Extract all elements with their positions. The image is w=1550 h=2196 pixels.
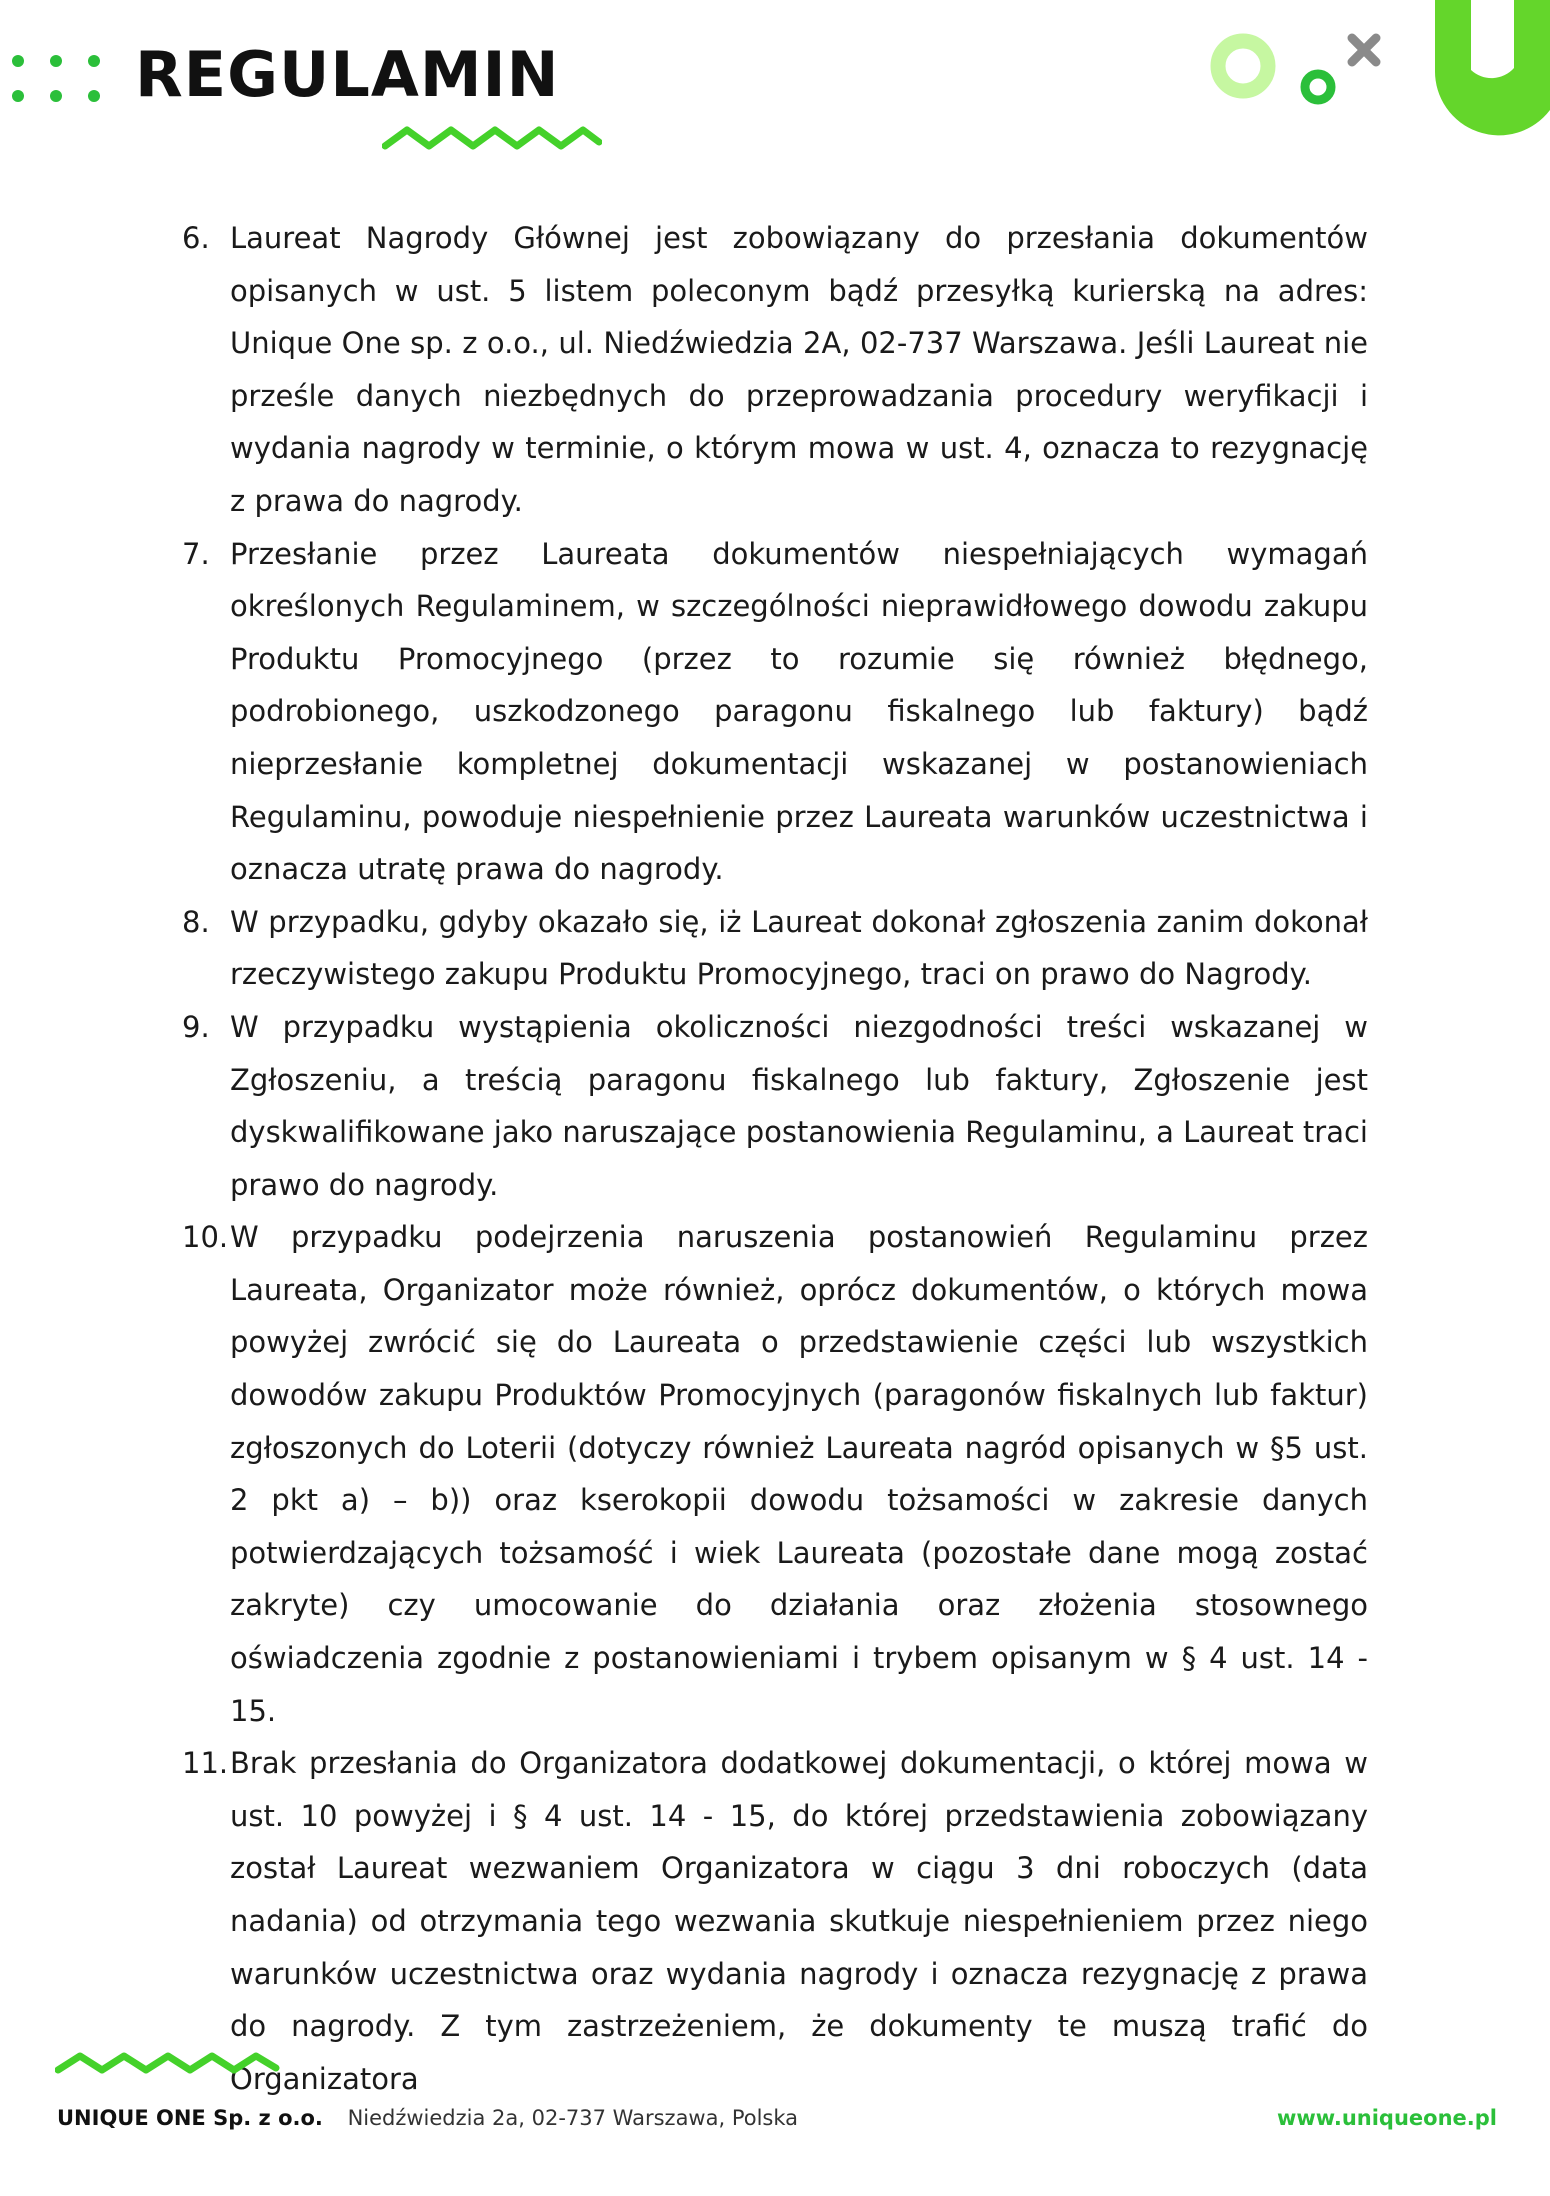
regulation-list [182,212,1368,2105]
header-decoration [1200,0,1550,150]
item-text: W przypadku, gdyby okazało się, iż Laureat dokonał zgłoszenia zanim dokonał rzeczywistego zakupu Produktu Promocyjnego, traci on prawo do Nagrody. [230,904,1368,992]
item-number: 8. [182,904,210,939]
close-icon [1352,38,1376,62]
circle-icon [1218,41,1268,91]
item-text: Przesłanie przez Laureata dokumentów niespełniających wymagań określonych Regulaminem, w szczególności nieprawidłowego dowodu zakupu Produktu Promocyjnego (przez to rozumie się również błędnego, podrobionego, uszkodzonego paragonu fiskalnego lub faktury) bądź nieprzesłanie kompletnej dokumentacji wskazanej w postanowieniach Regulaminu, powoduje niespełnienie przez Laureata warunków uczestnictwa i oznacza utratę prawa do nagrody. [230,536,1368,887]
item-text: Laureat Nagrody Głównej jest zobowiązany do przesłania dokumentów opisanych w ust. 5 listem poleconym bądź przesyłką kurierską na adres: Unique One sp. z o.o., ul. Niedźwiedzia 2A, 02-737 Warszawa. Jeśli Laureat nie prześle danych niezbędnych do przeprowadzania procedury weryfikacji i wydania nagrody w terminie, o którym mowa w ust. 4, oznacza to rezygnację z prawa do nagrody. [230,221,1368,518]
list-item [182,1737,1368,2105]
item-text: Brak przesłania do Organizatora dodatkowej dokumentacji, o której mowa w ust. 10 powyżej i § 4 ust. 14 - 15, do której przedstawienia zobowiązany został Laureat wezwaniem Organizatora w ciągu 3 dni roboczych (data nadania) od otrzymania tego wezwania skutkuje niespełnieniem przez niego warunków uczestnictwa oraz wydania nagrody i oznacza rezygnację z prawa do nagrody. Z tym zastrzeżeniem, że dokumenty te muszą trafić do Organizatora [230,1746,1368,2096]
item-text: W przypadku wystąpienia okoliczności niezgodności treści wskazanej w Zgłoszeniu, a treścią paragonu fiskalnego lub faktury, Zgłoszenie jest dyskwalifikowane jako naruszające postanowienia Regulaminu, a Laureat traci prawo do nagrody. [230,1009,1368,1202]
item-number: 6. [182,221,210,255]
company-name: UNIQUE ONE Sp. z o.o. [57,2106,323,2130]
item-number: 7. [182,536,210,571]
document-body [182,212,1368,2105]
item-text: W przypadku podejrzenia naruszenia postanowień Regulaminu przez Laureata, Organizator może również, oprócz dokumentów, o których mowa powyżej zwrócić się do Laureata o przedstawienie części lub wszystkich dowodów zakupu Produktów Promocyjnych (paragonów fiskalnych lub faktur) zgłoszonych do Loterii (dotyczy również Laureata nagród opisanych w §5 ust. 2 pkt a) – b)) oraz kserokopii dowodu tożsamości w zakresie danych potwierdzających tożsamość i wiek Laureata (pozostałe dane mogą zostać zakryte) czy umocowanie do działania oraz złożenia stosownego oświadczenia zgodnie z postanowieniami i trybem opisanym w § 4 ust. 14 - 15. [230,1220,1368,1728]
item-number: 10. [182,1220,229,1255]
dots-grid-icon [12,55,102,105]
item-number: 11. [182,1746,229,1781]
list-item [182,896,1368,1001]
item-number: 9. [182,1009,210,1044]
list-item [182,212,1368,528]
list-item [182,1001,1368,1211]
page-title: REGULAMIN [135,38,560,111]
footer-zigzag-icon [55,2048,280,2078]
website-link[interactable]: www.uniqueone.pl [1277,2106,1497,2130]
zigzag-icon [382,122,602,152]
page-header [0,0,1550,170]
company-address: Niedźwiedzia 2a, 02-737 Warszawa, Polska [347,2106,799,2130]
list-item [182,528,1368,896]
small-circle-icon [1305,74,1331,100]
list-item [182,1211,1368,1737]
page-footer [57,2106,1497,2130]
u-logo-icon [1435,0,1550,135]
